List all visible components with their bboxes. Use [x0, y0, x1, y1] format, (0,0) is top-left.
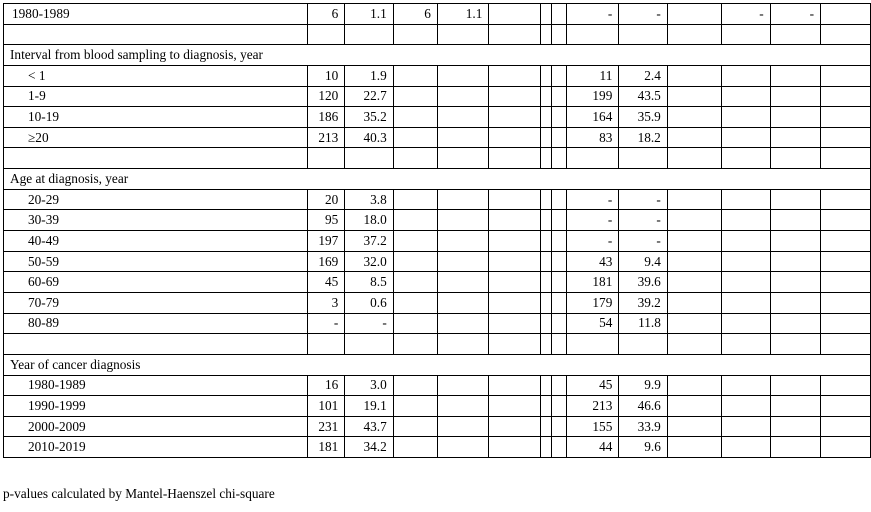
table-cell	[667, 210, 721, 231]
table-cell	[722, 375, 770, 396]
table-cell	[770, 396, 820, 417]
section-title: Interval from blood sampling to diagnosis, year	[4, 45, 871, 66]
table-cell: 22.7	[345, 86, 393, 107]
empty-cell	[307, 148, 344, 169]
table-cell: 46.6	[619, 396, 667, 417]
empty-cell	[566, 148, 619, 169]
table-cell	[770, 127, 820, 148]
empty-cell	[770, 148, 820, 169]
row-label: 70-79	[4, 292, 308, 313]
table-cell: 9.4	[619, 251, 667, 272]
table-cell	[667, 251, 721, 272]
table-cell: 35.9	[619, 107, 667, 128]
table-cell: 44	[566, 437, 619, 458]
row-label: 2010-2019	[4, 437, 308, 458]
table-cell	[489, 231, 541, 252]
table-cell	[489, 251, 541, 272]
table-cell	[821, 4, 871, 25]
table-cell: 16	[307, 375, 344, 396]
table-cell	[667, 272, 721, 293]
table-cell	[770, 416, 820, 437]
table-cell	[770, 272, 820, 293]
empty-cell	[541, 334, 552, 355]
section-title: Age at diagnosis, year	[4, 169, 871, 190]
empty-cell	[489, 24, 541, 45]
table-cell	[552, 292, 567, 313]
empty-cell	[307, 24, 344, 45]
table-cell	[541, 396, 552, 417]
table-cell: 9.6	[619, 437, 667, 458]
table-cell	[821, 272, 871, 293]
table-cell	[722, 107, 770, 128]
table-cell	[722, 251, 770, 272]
empty-cell	[619, 24, 667, 45]
table-cell: 20	[307, 189, 344, 210]
table-cell	[667, 437, 721, 458]
table-cell	[541, 313, 552, 334]
empty-cell	[722, 148, 770, 169]
table-cell: 1.1	[437, 4, 488, 25]
table-cell	[667, 396, 721, 417]
table-row	[4, 127, 871, 148]
table-cell	[770, 375, 820, 396]
empty-cell	[667, 148, 721, 169]
table-cell	[393, 189, 437, 210]
row-label: 80-89	[4, 313, 308, 334]
table-cell	[821, 437, 871, 458]
table-cell	[722, 313, 770, 334]
table-cell	[722, 396, 770, 417]
empty-cell	[821, 148, 871, 169]
table-cell	[437, 127, 488, 148]
table-cell: 9.9	[619, 375, 667, 396]
table-cell: 181	[307, 437, 344, 458]
table-cell: 197	[307, 231, 344, 252]
row-label: 60-69	[4, 272, 308, 293]
table-cell	[437, 313, 488, 334]
table-cell	[489, 416, 541, 437]
empty-cell	[4, 24, 308, 45]
empty-cell	[619, 148, 667, 169]
row-label: 20-29	[4, 189, 308, 210]
table-cell: 34.2	[345, 437, 393, 458]
table-cell	[489, 272, 541, 293]
table-cell: 45	[307, 272, 344, 293]
table-cell	[552, 210, 567, 231]
table-cell: 1.9	[345, 65, 393, 86]
table-cell	[541, 65, 552, 86]
table-cell	[393, 437, 437, 458]
table-cell	[541, 210, 552, 231]
table-cell	[821, 396, 871, 417]
table-cell	[541, 251, 552, 272]
table-cell	[821, 375, 871, 396]
table-row	[4, 210, 871, 231]
table-cell	[552, 272, 567, 293]
row-label: 1980-1989	[4, 4, 308, 25]
table-row	[4, 416, 871, 437]
table-cell	[437, 86, 488, 107]
table-cell: 18.0	[345, 210, 393, 231]
table-cell	[770, 251, 820, 272]
empty-cell	[770, 24, 820, 45]
table-cell	[437, 251, 488, 272]
table-cell	[541, 231, 552, 252]
row-label: 40-49	[4, 231, 308, 252]
table-cell: -	[345, 313, 393, 334]
table-row	[4, 65, 871, 86]
spacer-row	[4, 148, 871, 169]
table-cell: 213	[566, 396, 619, 417]
table-cell	[821, 416, 871, 437]
table-cell	[437, 210, 488, 231]
table-cell	[437, 292, 488, 313]
row-label: 30-39	[4, 210, 308, 231]
table-cell	[541, 189, 552, 210]
table-row	[4, 86, 871, 107]
empty-cell	[770, 334, 820, 355]
empty-cell	[4, 334, 308, 355]
table-cell	[541, 375, 552, 396]
table-cell	[541, 107, 552, 128]
table-cell	[552, 86, 567, 107]
table-cell: 164	[566, 107, 619, 128]
table-cell	[489, 4, 541, 25]
table-cell	[552, 251, 567, 272]
table-row	[4, 231, 871, 252]
table-cell	[821, 313, 871, 334]
table-cell	[770, 437, 820, 458]
empty-cell	[393, 334, 437, 355]
table-cell	[667, 107, 721, 128]
table-cell: 6	[393, 4, 437, 25]
table-row	[4, 107, 871, 128]
empty-cell	[345, 334, 393, 355]
empty-cell	[437, 334, 488, 355]
table-cell: 120	[307, 86, 344, 107]
table-cell	[722, 210, 770, 231]
table-cell	[552, 396, 567, 417]
table-cell: 11	[566, 65, 619, 86]
table-cell: 186	[307, 107, 344, 128]
table-cell	[393, 65, 437, 86]
table-cell: 6	[307, 4, 344, 25]
table-cell: 83	[566, 127, 619, 148]
table-row	[4, 437, 871, 458]
table-cell	[541, 4, 552, 25]
table-cell	[722, 292, 770, 313]
table-cell	[393, 127, 437, 148]
table-cell: 32.0	[345, 251, 393, 272]
row-label: 1980-1989	[4, 375, 308, 396]
table-cell: 35.2	[345, 107, 393, 128]
table-cell	[393, 107, 437, 128]
table-cell	[541, 437, 552, 458]
empty-cell	[667, 24, 721, 45]
table-cell: 39.2	[619, 292, 667, 313]
table-cell: 3	[307, 292, 344, 313]
table-cell	[722, 65, 770, 86]
table-cell	[437, 416, 488, 437]
table-cell	[552, 189, 567, 210]
empty-cell	[552, 24, 567, 45]
table-row	[4, 251, 871, 272]
table-cell	[552, 313, 567, 334]
table-cell: 43.7	[345, 416, 393, 437]
row-label: < 1	[4, 65, 308, 86]
table-cell	[667, 313, 721, 334]
table-cell	[770, 231, 820, 252]
table-cell: 54	[566, 313, 619, 334]
table-row	[4, 272, 871, 293]
table-cell	[821, 231, 871, 252]
table-cell	[489, 313, 541, 334]
table-cell	[489, 375, 541, 396]
table-cell	[552, 65, 567, 86]
table-cell	[437, 437, 488, 458]
table-cell	[722, 416, 770, 437]
table-cell	[821, 65, 871, 86]
table-cell	[770, 210, 820, 231]
table-cell: 199	[566, 86, 619, 107]
table-cell: -	[307, 313, 344, 334]
table-cell: 179	[566, 292, 619, 313]
table-cell: -	[619, 189, 667, 210]
table-cell: 155	[566, 416, 619, 437]
table-cell: -	[722, 4, 770, 25]
table-cell: -	[566, 231, 619, 252]
table-cell	[393, 375, 437, 396]
table-cell	[541, 127, 552, 148]
table-cell	[667, 127, 721, 148]
table-cell	[667, 189, 721, 210]
table-row	[4, 313, 871, 334]
empty-cell	[345, 24, 393, 45]
table-cell	[667, 231, 721, 252]
table-cell	[393, 272, 437, 293]
table-body	[4, 4, 871, 458]
table-cell	[541, 292, 552, 313]
footnote: p-values calculated by Mantel-Haenszel chi-square	[3, 486, 275, 501]
section-header-row	[4, 169, 871, 190]
empty-cell	[566, 24, 619, 45]
row-label: 10-19	[4, 107, 308, 128]
table-cell	[722, 437, 770, 458]
table-cell	[770, 313, 820, 334]
table-cell: 33.9	[619, 416, 667, 437]
row-label: ≥20	[4, 127, 308, 148]
table-cell	[489, 86, 541, 107]
empty-cell	[437, 24, 488, 45]
section-header-row	[4, 45, 871, 66]
table-cell	[393, 251, 437, 272]
table-cell	[821, 86, 871, 107]
table-cell	[489, 437, 541, 458]
table-cell	[489, 65, 541, 86]
table-cell: 45	[566, 375, 619, 396]
empty-cell	[552, 334, 567, 355]
table-cell	[393, 86, 437, 107]
table-cell	[393, 292, 437, 313]
table-cell	[393, 210, 437, 231]
table-cell: 0.6	[345, 292, 393, 313]
table-cell: 3.8	[345, 189, 393, 210]
table-cell	[437, 107, 488, 128]
table-cell: 213	[307, 127, 344, 148]
table-cell: 40.3	[345, 127, 393, 148]
table-cell	[722, 231, 770, 252]
table-cell: -	[619, 210, 667, 231]
empty-cell	[722, 24, 770, 45]
table-cell	[770, 107, 820, 128]
empty-cell	[541, 148, 552, 169]
empty-cell	[489, 334, 541, 355]
table-cell	[770, 189, 820, 210]
table-cell: -	[566, 189, 619, 210]
table-row	[4, 396, 871, 417]
empty-cell	[619, 334, 667, 355]
empty-cell	[437, 148, 488, 169]
section-header-row	[4, 354, 871, 375]
table-cell	[770, 86, 820, 107]
table-cell	[722, 272, 770, 293]
table-cell	[437, 231, 488, 252]
table-cell: 169	[307, 251, 344, 272]
table-cell	[770, 65, 820, 86]
table-cell: 19.1	[345, 396, 393, 417]
table-cell	[437, 189, 488, 210]
table-cell	[722, 127, 770, 148]
table-cell	[437, 272, 488, 293]
row-label: 2000-2009	[4, 416, 308, 437]
empty-cell	[345, 148, 393, 169]
table-cell	[821, 127, 871, 148]
table-cell: 3.0	[345, 375, 393, 396]
table-cell	[552, 107, 567, 128]
table-cell	[552, 437, 567, 458]
table-cell	[552, 416, 567, 437]
table-cell: 101	[307, 396, 344, 417]
spacer-row	[4, 24, 871, 45]
table-cell: 231	[307, 416, 344, 437]
table-cell: -	[619, 4, 667, 25]
table-cell	[541, 416, 552, 437]
row-label: 50-59	[4, 251, 308, 272]
table-cell: 39.6	[619, 272, 667, 293]
table-cell	[552, 231, 567, 252]
table-cell: -	[770, 4, 820, 25]
empty-cell	[667, 334, 721, 355]
table-cell	[489, 189, 541, 210]
table-cell: 8.5	[345, 272, 393, 293]
table-cell	[821, 251, 871, 272]
table-cell: 1.1	[345, 4, 393, 25]
table-row	[4, 292, 871, 313]
table-cell	[722, 189, 770, 210]
table-cell	[393, 396, 437, 417]
table-cell	[552, 127, 567, 148]
table-cell: -	[566, 210, 619, 231]
table-cell	[393, 313, 437, 334]
table-cell: -	[566, 4, 619, 25]
empty-cell	[393, 24, 437, 45]
empty-cell	[4, 148, 308, 169]
empty-cell	[566, 334, 619, 355]
table-cell	[552, 375, 567, 396]
empty-cell	[541, 24, 552, 45]
table-cell	[541, 272, 552, 293]
table-row	[4, 189, 871, 210]
table-cell: 10	[307, 65, 344, 86]
table-cell	[821, 107, 871, 128]
empty-cell	[552, 148, 567, 169]
table-cell	[489, 107, 541, 128]
table-cell: 43	[566, 251, 619, 272]
table-cell	[552, 4, 567, 25]
table-cell	[489, 292, 541, 313]
table-cell	[489, 396, 541, 417]
table-cell: 43.5	[619, 86, 667, 107]
table-cell: 11.8	[619, 313, 667, 334]
empty-cell	[307, 334, 344, 355]
spacer-row	[4, 334, 871, 355]
table-cell	[821, 189, 871, 210]
empty-cell	[489, 148, 541, 169]
table-cell: 181	[566, 272, 619, 293]
empty-cell	[821, 334, 871, 355]
table-cell	[667, 86, 721, 107]
table-cell	[393, 416, 437, 437]
table-cell	[667, 4, 721, 25]
table-cell	[821, 292, 871, 313]
row-label: 1990-1999	[4, 396, 308, 417]
table-cell	[437, 396, 488, 417]
table-cell	[667, 416, 721, 437]
table-cell	[489, 210, 541, 231]
table-cell	[437, 65, 488, 86]
table-cell: 37.2	[345, 231, 393, 252]
table-cell	[821, 210, 871, 231]
empty-cell	[722, 334, 770, 355]
data-table	[3, 3, 871, 458]
table-cell	[541, 86, 552, 107]
table-row	[4, 4, 871, 25]
table-cell	[667, 292, 721, 313]
table-cell	[770, 292, 820, 313]
row-label: 1-9	[4, 86, 308, 107]
table-cell	[393, 231, 437, 252]
empty-cell	[393, 148, 437, 169]
empty-cell	[821, 24, 871, 45]
table-cell	[437, 375, 488, 396]
section-title: Year of cancer diagnosis	[4, 354, 871, 375]
table-cell: 18.2	[619, 127, 667, 148]
table-row	[4, 375, 871, 396]
table-cell: 2.4	[619, 65, 667, 86]
table-cell	[722, 86, 770, 107]
table-cell	[667, 375, 721, 396]
table-cell: 95	[307, 210, 344, 231]
table-cell	[489, 127, 541, 148]
table-cell: -	[619, 231, 667, 252]
table-cell	[667, 65, 721, 86]
